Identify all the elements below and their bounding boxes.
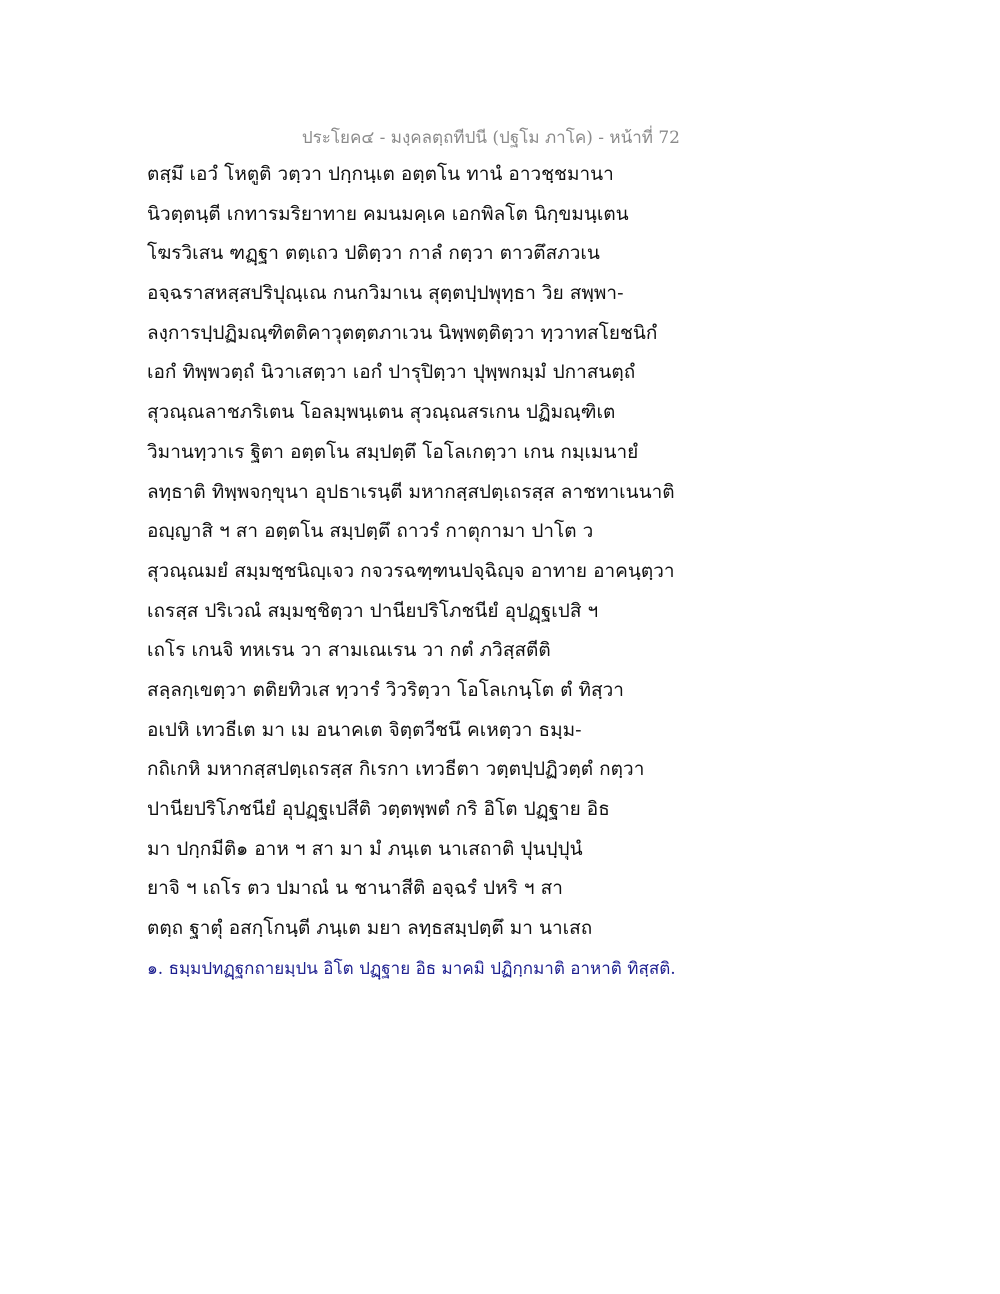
text-line: ตสฺมึ เอวํ โหตูติ วตฺวา ปกฺกนฺเต อตฺตโน ทานํ อาวชฺชมานา — [147, 163, 614, 185]
text-line: สุวณฺณมยํ สมฺมชฺชนิญฺเจว กจวรฉฑฺฑนปจฺฉิญฺจ อาทาย อาคนฺตฺวา — [147, 559, 675, 582]
text-line: ปานียปริโภชนียํ อุปฏฺฐเปสีติ วตฺตพฺพตํ กริ อิโต ปฏฺฐาย อิธ — [147, 798, 610, 820]
body-text — [147, 155, 747, 949]
text-line: กถิเกหิ มหากสฺสปตฺเถรสฺส กิเรกา เทวธีตา วตฺตปฺปฏิวตฺตํ กตฺวา — [147, 758, 645, 781]
text-line: สุวณฺณลาชภริเตน โอลมฺพนฺเตน สุวณฺณสรเกน ปฏิมณฺฑิเต — [147, 401, 616, 424]
text-line: ยาจิ ฯ เถโร ตว ปมาณํ น ชานาสีติ อจฺฉรํ ปหริ ฯ สา — [147, 877, 563, 900]
footnote: ๑. ธมฺมปทฏฺฐกถายมฺปน อิโต ปฏฺฐาย อิธ มาคมิ ปฏิกฺกมาติ อาหาติ ทิสฺสติ. — [147, 959, 676, 979]
text-line: โฆรวิเสน ฑฏฺฐา ตตฺเถว ปติตฺวา กาลํ กตฺวา ตาวตึสภวเน — [147, 242, 600, 265]
text-line: ลงฺการปฺปฏิมณฺฑิตติคาวุตตฺตภาเวน นิพฺพตฺติตฺวา ทฺวาทสโยชนิกํ — [147, 321, 658, 344]
page-header: ประโยค๔ - มงฺคลตฺถทีปนี (ปฐโม ภาโค) - หน้าที่ 72 — [301, 128, 680, 148]
text-line: เถโร เกนจิ ทหเรน วา สามเณเรน วา กตํ ภวิสฺสตีติ — [147, 639, 551, 662]
text-line: นิวตฺตนฺตี เกทารมริยาทาย คมนมคฺเค เอกพิลโต นิกฺขมนฺเตน — [147, 202, 629, 225]
text-line: อจฺฉราสหสฺสปริปุณฺเณ กนกวิมาเน สุตฺตปฺปพุทฺธา วิย สพฺพา- — [147, 282, 624, 305]
text-line: เอกํ ทิพฺพวตฺถํ นิวาเสตฺวา เอกํ ปารุปิตฺวา ปุพฺพกมฺมํ ปกาสนตฺถํ — [147, 361, 636, 384]
text-line: ลทฺธาติ ทิพฺพจกฺขุนา อุปธาเรนฺตี มหากสฺสปตฺเถรสฺส ลาชทาเนนาติ — [147, 480, 675, 503]
text-line: วิมานทฺวาเร ฐิตา อตฺตโน สมฺปตฺตึ โอโลเกตฺวา เกน กมฺเมนายํ — [147, 440, 639, 463]
text-line: เถรสฺส ปริเวณํ สมฺมชฺชิตฺวา ปานียปริโภชนียํ อุปฏฺฐเปสิ ฯ — [147, 599, 599, 622]
text-line: สลฺลกฺเขตฺวา ตติยทิวเส ทฺวารํ วิวริตฺวา โอโลเกนฺโต ตํ ทิสฺวา — [147, 678, 624, 701]
text-line: ตตฺถ ฐาตุํ อสกฺโกนฺตี ภนฺเต มยา ลทฺธสมฺปตฺตึ มา นาเสถ — [147, 917, 593, 940]
text-line: อญฺญาสิ ฯ สา อตฺตโน สมฺปตฺตึ ถาวรํ กาตุกามา ปาโต ว — [147, 520, 594, 543]
text-line: อเปหิ เทวธีเต มา เม อนาคเต จิตฺตวีชนึ คเหตฺวา ธมฺม- — [147, 718, 582, 741]
text-line: มา ปกฺกมีติ๑ อาห ฯ สา มา มํ ภนฺเต นาเสถาติ ปุนปฺปุนํ — [147, 837, 583, 860]
